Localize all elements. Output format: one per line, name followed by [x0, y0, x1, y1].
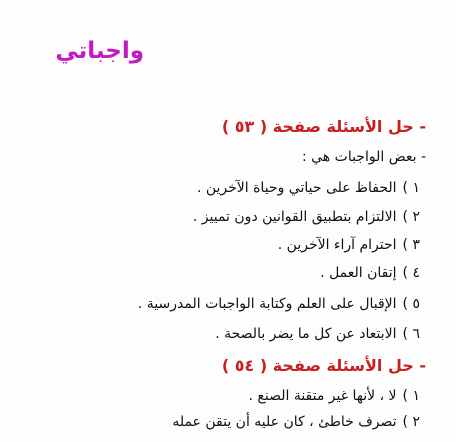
- list-item: [278, 237, 420, 253]
- list-item: [320, 265, 420, 281]
- list-item-number: ٢ ): [402, 209, 420, 225]
- list-item-text: احترام آراء الآخرين .: [277, 237, 397, 253]
- list-item: [138, 296, 420, 312]
- list-item: [249, 388, 421, 404]
- list-item-text: الحفاظ على حياتي وحياة الآخرين .: [196, 180, 397, 196]
- list-item: [197, 180, 420, 196]
- page-title: واجباتي: [55, 38, 144, 64]
- list-item-text: لا ، لأنها غير متقنة الصنع .: [248, 388, 397, 404]
- section-heading-page-54: - حل الأسئلة صفحة ( ٥٤ ): [221, 356, 426, 375]
- list-item-text: الالتزام بتطبيق القوانين دون تمييز .: [192, 209, 397, 225]
- list-item-text: الإقبال على العلم وكتابة الواجبات المدرسية .: [137, 296, 397, 312]
- list-item-number: ٣ ): [402, 237, 420, 253]
- list-item-text: تصرف خاطئ ، كان عليه أن يتقن عمله: [172, 414, 397, 430]
- list-item-number: ١ ): [402, 388, 420, 404]
- list-item-text: إتقان العمل .: [320, 265, 397, 281]
- list-item-number: ١ ): [402, 180, 420, 196]
- list-item-number: ٢ ): [402, 414, 420, 430]
- list-item-text: الابتعاد عن كل ما يضر بالصحة .: [215, 326, 397, 342]
- list-item: [215, 326, 420, 342]
- list-item: [193, 209, 420, 225]
- list-item-number: ٥ ): [402, 296, 420, 312]
- section-intro: - بعض الواجبات هي :: [301, 149, 426, 165]
- list-item: [172, 414, 420, 430]
- list-item-number: ٤ ): [402, 265, 420, 281]
- list-item-number: ٦ ): [402, 326, 420, 342]
- section-heading-page-53: - حل الأسئلة صفحة ( ٥٣ ): [221, 117, 426, 136]
